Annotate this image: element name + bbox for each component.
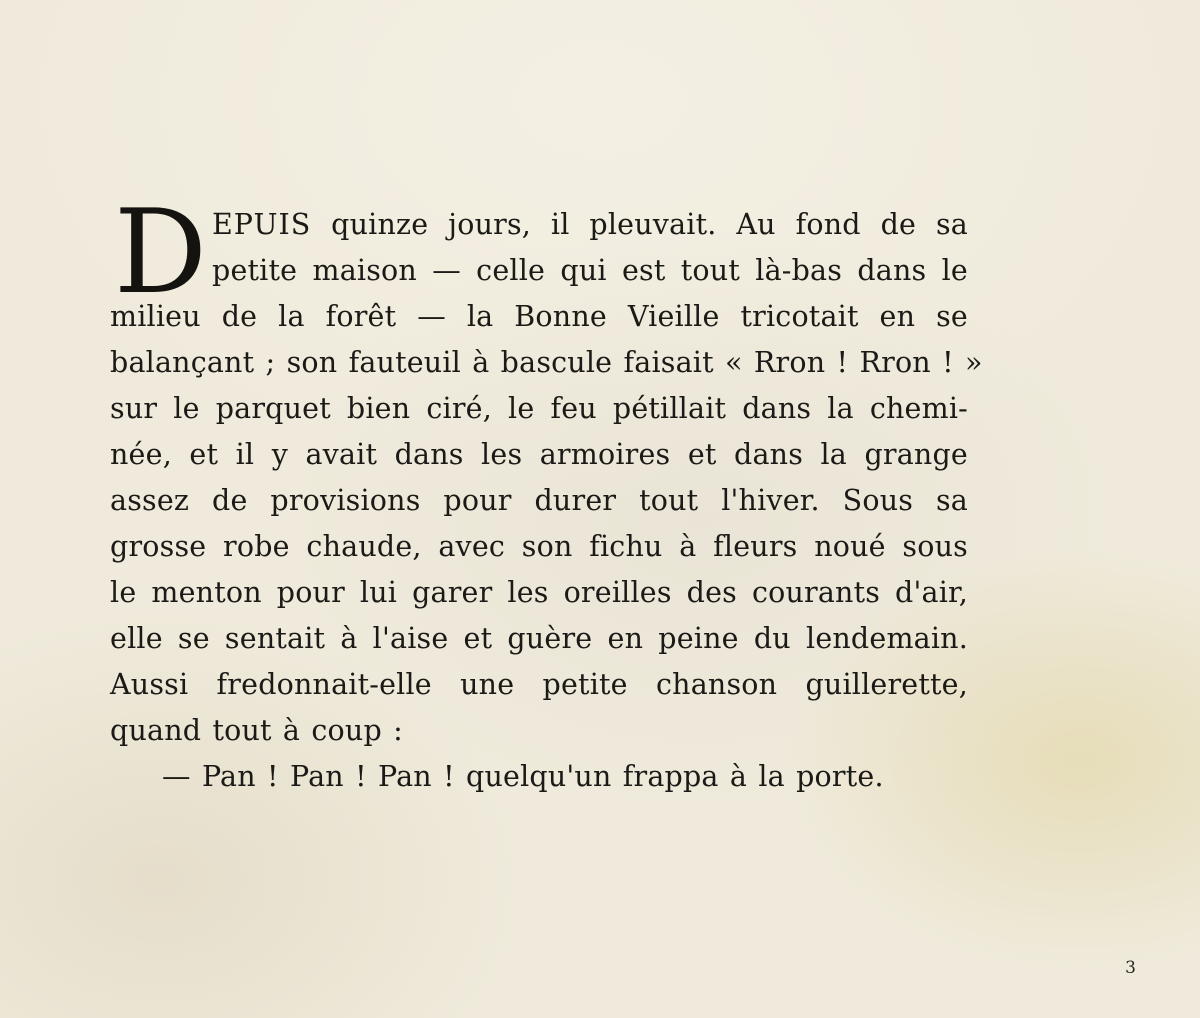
page-number: 3 xyxy=(1125,958,1136,978)
text-line-13: — Pan ! Pan ! Pan ! quelqu'un frappa à la porte. xyxy=(162,760,884,793)
text-line-11: Aussi fredonnait-elle une petite chanson guillerette, xyxy=(110,668,968,701)
text-line-10: elle se sentait à l'aise et guère en peine du lendemain. xyxy=(110,622,968,655)
text-line-4: balançant ; son fauteuil à bascule faisait « Rron ! Rron ! » xyxy=(110,346,983,379)
first-word-caps: EPUIS xyxy=(212,208,312,241)
text-line-7: assez de provisions pour durer tout l'hiver. Sous sa xyxy=(110,484,968,517)
text-line-1-rest: quinze jours, il pleuvait. Au fond de sa xyxy=(331,208,968,241)
text-line-5: sur le parquet bien ciré, le feu pétillait dans la chemi- xyxy=(110,392,968,425)
text-line-3: milieu de la forêt — la Bonne Vieille tricotait en se xyxy=(110,300,968,333)
text-line-6: née, et il y avait dans les armoires et dans la grange xyxy=(110,438,968,471)
text-line-9: le menton pour lui garer les oreilles des courants d'air, xyxy=(110,576,968,609)
text-line-1 xyxy=(110,202,968,248)
text-line-8: grosse robe chaude, avec son fichu à fleurs noué sous xyxy=(110,530,968,563)
drop-cap: D xyxy=(114,185,208,320)
text-line-2: petite maison — celle qui est tout là-bas dans le xyxy=(212,254,968,287)
story-text xyxy=(110,185,983,800)
text-line-12: quand tout à coup : xyxy=(110,714,403,747)
